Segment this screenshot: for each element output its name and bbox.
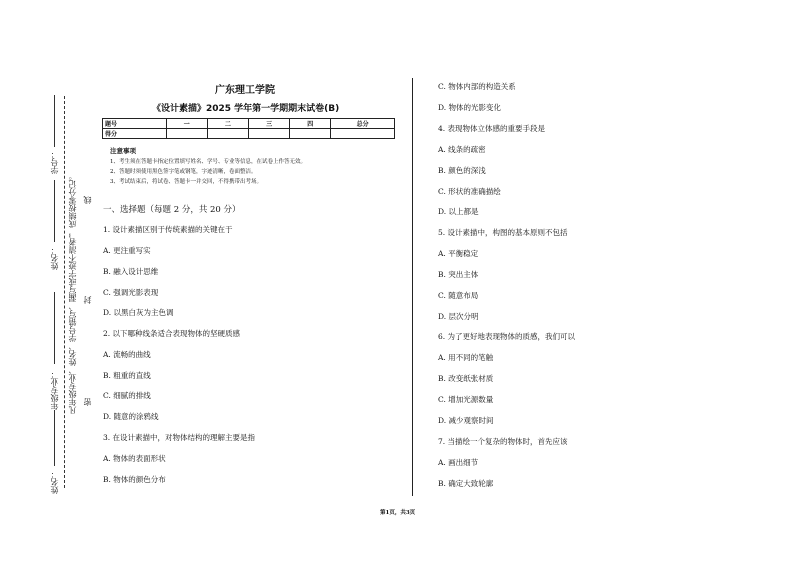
option-line: C. 随意布局: [438, 291, 479, 300]
option-line: D. 层次分明: [438, 312, 479, 321]
seal-dashed-line: [64, 96, 65, 488]
notice-item: 2、答题时须使用黑色签字笔或钢笔，字迹清晰，卷面整洁。: [110, 169, 257, 175]
option-line: A. 用不同的笔触: [438, 353, 494, 362]
question-line: 4. 表现物体立体感的重要手段是: [438, 124, 546, 133]
grade-major-blank: [54, 292, 55, 364]
option-line: D. 以上都是: [438, 207, 479, 216]
notice-block: [110, 146, 306, 187]
score-table-header: 总分: [331, 119, 395, 129]
score-cell[interactable]: [290, 129, 331, 139]
grade-major-label: 年级专业：: [50, 370, 59, 410]
score-cell[interactable]: [166, 129, 207, 139]
option-line: C. 增加光源数量: [438, 395, 494, 404]
exam-title: 《设计素描》2025 学年第一学期期末试卷(B): [152, 104, 340, 114]
option-line: A. 流畅的曲线: [103, 350, 151, 359]
option-line: C. 细腻的排线: [103, 391, 151, 400]
score-table-header: 三: [248, 119, 289, 129]
option-line: B. 突出主体: [438, 270, 479, 279]
column-divider: [412, 78, 413, 496]
notice-item: 3、考试结束后，将试卷、答题卡一并交回，不得携带出考场。: [110, 179, 263, 185]
option-line: C. 强调光影表现: [103, 288, 159, 297]
option-line: B. 物体的颜色分布: [103, 475, 166, 484]
binding-instruction-line2: 凡年级专业、姓名、学号错写、漏写或字迹不清者，: [68, 230, 77, 414]
score-table-header-row: [103, 119, 395, 129]
question-line: 5. 设计素描中，构图的基本原则不包括: [438, 228, 568, 237]
option-line: A. 更注重写实: [103, 246, 151, 255]
score-table-header: 四: [290, 119, 331, 129]
section-heading: 一、选择题（每题 2 分，共 20 分）: [103, 205, 241, 215]
student-id-blank: [54, 95, 55, 147]
option-line: B. 确定大致轮廓: [438, 479, 494, 488]
option-line: C. 物体内部的构造关系: [438, 82, 516, 91]
score-table-header: 一: [166, 119, 207, 129]
option-line: A. 平衡稳定: [438, 249, 479, 258]
score-table: [102, 118, 395, 139]
option-line: D. 随意的涂鸦线: [103, 412, 159, 421]
score-row-label: 得分: [103, 129, 167, 139]
option-line: B. 改变纸张材质: [438, 374, 494, 383]
question-line: 3. 在设计素描中，对物体结构的理解主要是指: [103, 433, 256, 442]
notice-title: 注意事项: [110, 147, 136, 155]
score-table-score-row: [103, 129, 395, 139]
name-blank: [54, 180, 55, 242]
school-name: 广东理工学院: [215, 85, 275, 96]
option-line: B. 颜色的深浅: [438, 166, 486, 175]
student-id-label: 学号：: [50, 150, 59, 174]
question-line: 1. 设计素描区别于传统素描的关键在于: [103, 225, 233, 234]
score-cell[interactable]: [248, 129, 289, 139]
notice-item: 1、考生须在答题卡指定位置填写姓名、学号、专业等信息，在试卷上作答无效。: [110, 159, 307, 165]
binding-instruction-line1: ，成绩按零分记。: [68, 172, 77, 236]
seal-mark: 密: [83, 398, 92, 406]
option-line: C. 形状的准确描绘: [438, 187, 501, 196]
score-table-header: 二: [207, 119, 248, 129]
option-line: B. 粗重的直线: [103, 371, 151, 380]
option-line: D. 物体的光影变化: [438, 103, 502, 112]
score-cell[interactable]: [207, 129, 248, 139]
seal-mark: 封: [83, 296, 92, 304]
option-line: B. 融入设计思维: [103, 267, 159, 276]
question-line: 7. 当描绘一个复杂的物体时，首先应该: [438, 437, 568, 446]
college-blank: [54, 410, 55, 466]
question-line: 6. 为了更好地表现物体的质感，我们可以: [438, 332, 576, 341]
option-line: D. 以黑白灰为主色调: [103, 308, 174, 317]
option-line: A. 物体的表面形状: [103, 454, 166, 463]
question-line: 2. 以下哪种线条适合表现物体的坚硬质感: [103, 329, 241, 338]
option-line: D. 减少观察时间: [438, 416, 494, 425]
college-label: 姓名：: [50, 470, 59, 494]
score-cell[interactable]: [331, 129, 395, 139]
name-label: 姓名：: [50, 246, 59, 270]
score-table-header: 题号: [103, 119, 167, 129]
seal-mark: 线: [83, 196, 92, 204]
page-footer: 第1页，共3页: [380, 510, 416, 516]
option-line: A. 线条的疏密: [438, 145, 486, 154]
option-line: A. 画出细节: [438, 458, 479, 467]
